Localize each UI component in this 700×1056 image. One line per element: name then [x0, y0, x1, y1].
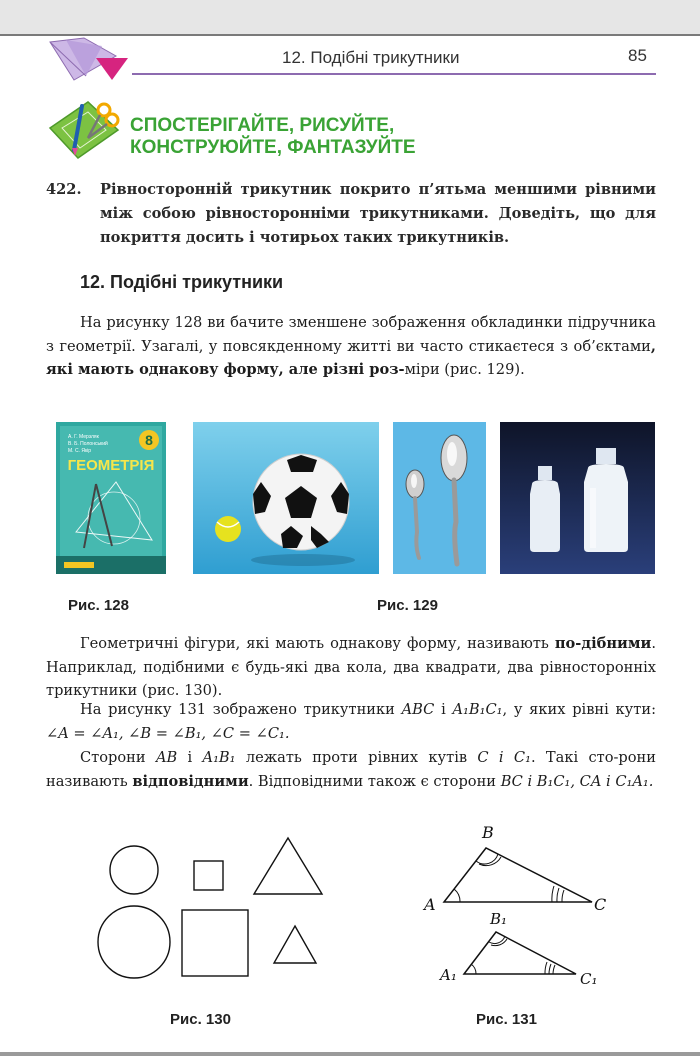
vertex-a1-label: A₁: [440, 966, 457, 984]
fig129-spoons-photo: [393, 422, 486, 574]
running-header-title: 12. Подібні трикутники: [282, 48, 460, 67]
fig128-book-cover: [56, 422, 166, 574]
svg-text:А. Г. Мерзляк: А. Г. Мерзляк: [68, 434, 99, 440]
fig131-caption: Рис. 131: [476, 1011, 537, 1028]
svg-text:В. Б. Полонський: В. Б. Полонський: [68, 441, 108, 447]
tools-icon: [48, 98, 120, 160]
small-circle: [110, 846, 158, 894]
vertex-a-label: A: [424, 895, 436, 914]
header-divider: [132, 73, 656, 75]
svg-text:М. С. Якір: М. С. Якір: [68, 448, 92, 454]
book-title: ГЕОМЕТРІЯ: [67, 457, 155, 474]
small-square: [194, 861, 223, 890]
section-title: 12. Подібні трикутники: [80, 272, 284, 292]
fig129-bottles-photo: [500, 422, 655, 574]
exercise-number: 422.: [46, 181, 82, 198]
small-triangle: [274, 926, 316, 963]
fig131-similar-triangles: [410, 820, 610, 1000]
large-circle: [98, 906, 170, 978]
triangles-paragraph: На рисунку 131 зображено трикутники ABC і A₁B₁C₁, у яких рівні кути: ∠A = ∠A₁, ∠B = ∠B₁, ∠C = ∠C₁.: [46, 701, 656, 742]
vertex-b1-label: B₁: [490, 910, 508, 928]
vertex-c-label: C: [594, 895, 607, 914]
fig128-caption: Рис. 128: [68, 597, 129, 614]
book-grade: 8: [145, 432, 153, 448]
similar-figures-paragraph: Геометричні фігури, які мають однакову форму, називають по-дібними. Наприклад, подібними є будь-які два кола, два квадрати, два рівносторонніх трикутники (рис. 130).: [46, 635, 656, 699]
exercise-text: Рівносторонній трикутник покрито п’ятьма меншими рівними між собою рівносторонніми трикутниками. Доведіть, що для покриття досить і чотирьох таких трикутників.: [100, 181, 656, 246]
fig129-caption: Рис. 129: [377, 597, 438, 614]
vertex-b-label: B: [482, 823, 494, 842]
intro-paragraph: На рисунку 128 ви бачите зменшене зображення обкладинки підручника з геометрії. Узагалі, у повсякденному житті ви часто стикаєтеся з об’єктами, які мають однакову форму, але різні роз-міри (рис. 129).: [46, 314, 656, 378]
corresponding-sides-paragraph: Сторони AB і A₁B₁ лежать проти рівних кутів C і C₁. Такі сто-рони називають відповідними. Відповідними також є сторони BC і B₁C₁, CA і C₁A₁.: [46, 749, 656, 790]
exercise-422: [46, 178, 656, 250]
activity-heading: СПОСТЕРІГАЙТЕ, РИСУЙТЕ, КОНСТРУЮЙТЕ, ФАНТАЗУЙТЕ: [130, 115, 416, 158]
viewer-bottom-bar: [0, 1052, 700, 1056]
page-number: 85: [628, 46, 647, 65]
fig130-caption: Рис. 130: [170, 1011, 231, 1028]
vertex-c1-label: C₁: [580, 970, 598, 988]
fig130-similar-shapes: [90, 830, 340, 990]
header-decoration-icon: [46, 36, 130, 82]
large-triangle: [254, 838, 322, 894]
triangle-abc: [444, 848, 592, 902]
viewer-top-bar: [0, 0, 700, 36]
large-square: [182, 910, 248, 976]
triangle-a1b1c1: [464, 932, 576, 974]
fig129-balls-photo: [193, 422, 379, 574]
